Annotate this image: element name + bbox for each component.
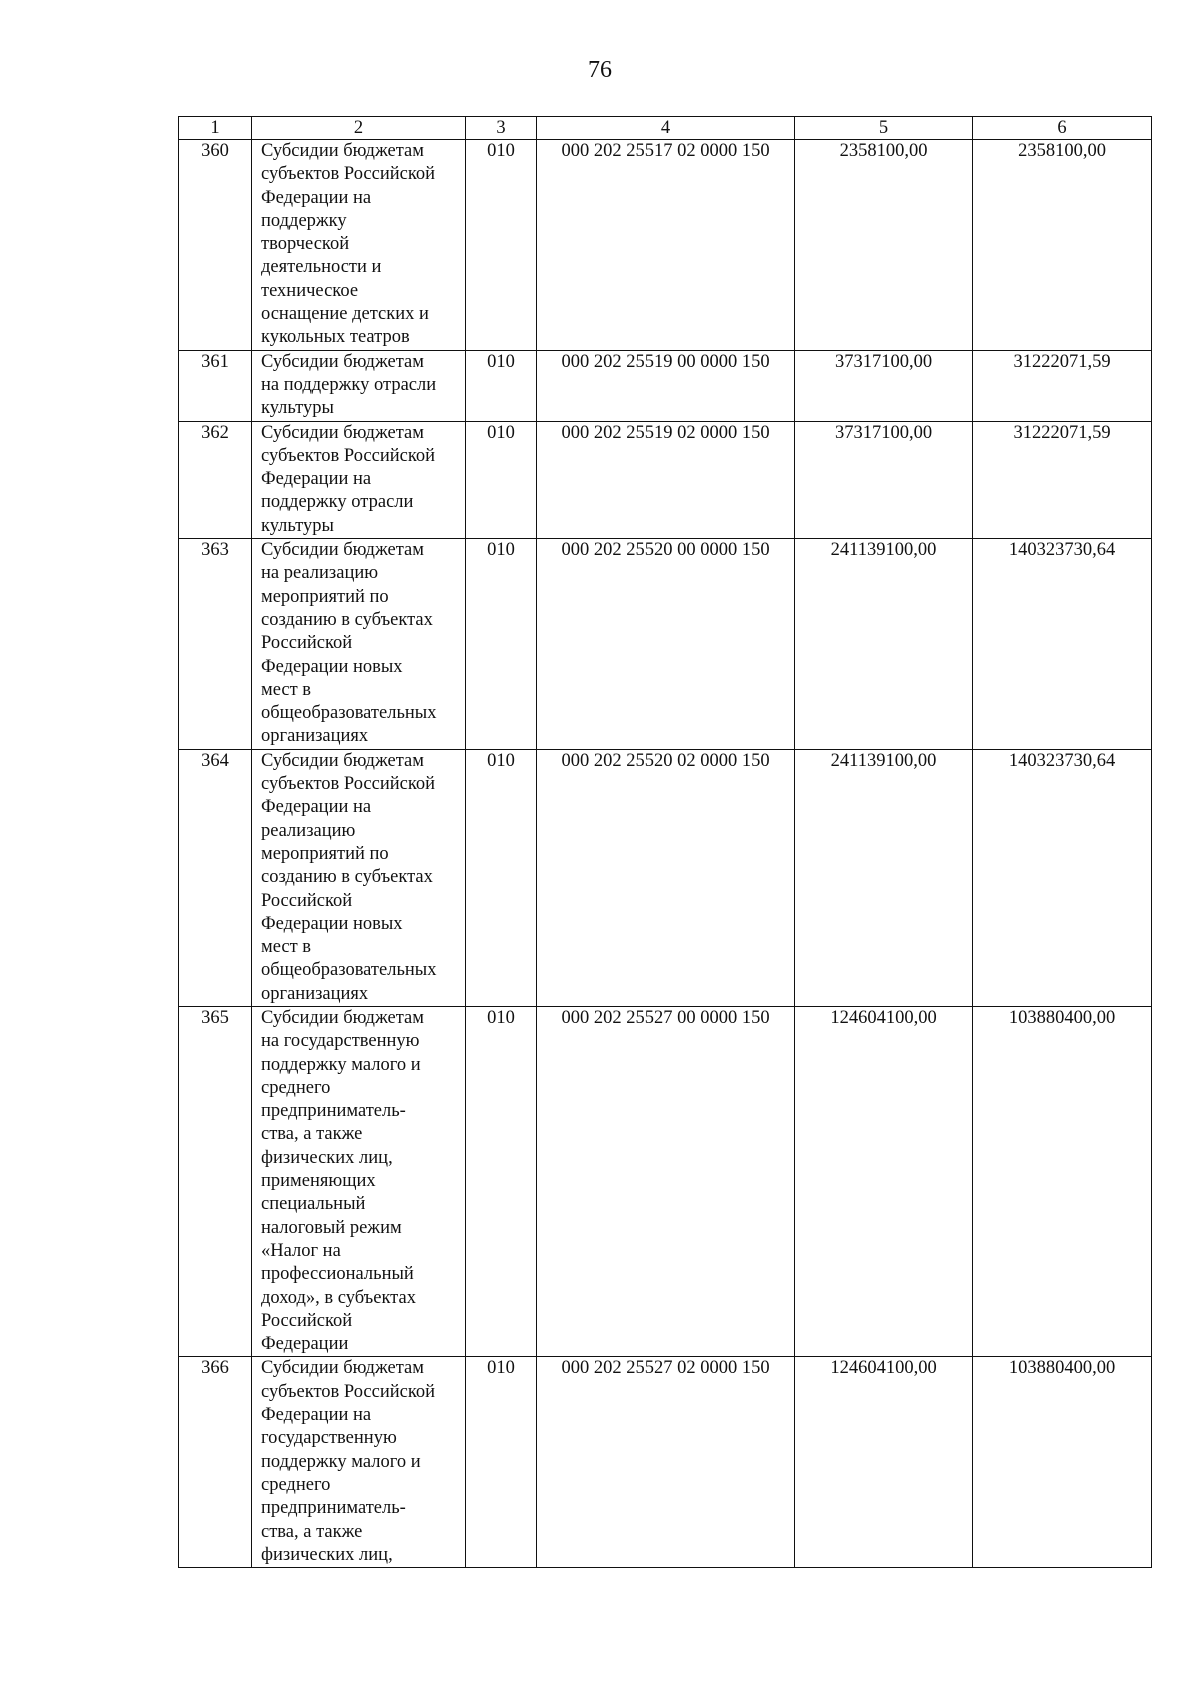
table-row xyxy=(179,140,1152,351)
description-line: техническое xyxy=(261,280,359,301)
description-line: Субсидии бюджетам xyxy=(261,750,424,771)
row-description xyxy=(252,749,466,1006)
admin-code: 010 xyxy=(466,421,537,538)
budget-classification-code: 000 202 25520 02 0000 150 xyxy=(537,749,795,1006)
budget-classification-code: 000 202 25517 02 0000 150 xyxy=(537,140,795,351)
budget-classification-code: 000 202 25527 00 0000 150 xyxy=(537,1006,795,1356)
description-line: Субсидии бюджетам xyxy=(261,1358,424,1379)
table-row xyxy=(179,350,1152,421)
description-line: Федерации новых xyxy=(261,913,403,934)
actual-amount: 31222071,59 xyxy=(973,350,1152,421)
description-line: мест в xyxy=(261,937,312,958)
description-line: субъектов Российской xyxy=(261,445,436,466)
description-line: среднего xyxy=(261,1077,331,1098)
description-line: Субсидии бюджетам xyxy=(261,422,424,443)
description-line: Субсидии бюджетам xyxy=(261,351,424,372)
description-line: созданию в субъектах xyxy=(261,867,433,888)
planned-amount: 241139100,00 xyxy=(795,539,973,750)
description-line: на реализацию xyxy=(261,563,379,584)
column-header-3: 3 xyxy=(466,117,537,140)
description-line: субъектов Российской xyxy=(261,774,436,795)
admin-code: 010 xyxy=(466,749,537,1006)
description-line: на государственную xyxy=(261,1031,420,1052)
budget-classification-code: 000 202 25519 02 0000 150 xyxy=(537,421,795,538)
budget-classification-code: 000 202 25519 00 0000 150 xyxy=(537,350,795,421)
description-line: физических лиц, xyxy=(261,1147,393,1168)
description-line: поддержку малого и xyxy=(261,1054,421,1075)
row-number: 361 xyxy=(179,350,252,421)
header-row xyxy=(179,117,1152,140)
planned-amount: 37317100,00 xyxy=(795,350,973,421)
column-header-4: 4 xyxy=(537,117,795,140)
actual-amount: 2358100,00 xyxy=(973,140,1152,351)
actual-amount: 103880400,00 xyxy=(973,1357,1152,1568)
table-row xyxy=(179,749,1152,1006)
description-line: мероприятий по xyxy=(261,586,389,607)
description-line: деятельности и xyxy=(261,257,382,278)
row-number: 363 xyxy=(179,539,252,750)
row-number: 362 xyxy=(179,421,252,538)
description-line: государственную xyxy=(261,1428,397,1449)
budget-classification-code: 000 202 25527 02 0000 150 xyxy=(537,1357,795,1568)
budget-classification-code: 000 202 25520 00 0000 150 xyxy=(537,539,795,750)
description-line: Российской xyxy=(261,1310,353,1331)
description-line: Субсидии бюджетам xyxy=(261,540,424,561)
column-header-6: 6 xyxy=(973,117,1152,140)
description-line: налоговый режим xyxy=(261,1217,402,1238)
column-header-1: 1 xyxy=(179,117,252,140)
actual-amount: 31222071,59 xyxy=(973,421,1152,538)
description-line: доход», в субъектах xyxy=(261,1287,416,1308)
description-line: мероприятий по xyxy=(261,843,389,864)
row-description xyxy=(252,539,466,750)
actual-amount: 140323730,64 xyxy=(973,749,1152,1006)
description-line: субъектов Российской xyxy=(261,164,436,185)
table-row xyxy=(179,1357,1152,1568)
planned-amount: 124604100,00 xyxy=(795,1006,973,1356)
description-line: поддержку отрасли xyxy=(261,492,414,513)
planned-amount: 37317100,00 xyxy=(795,421,973,538)
description-line: предприниматель- xyxy=(261,1101,406,1122)
description-line: на поддержку отрасли xyxy=(261,374,437,395)
description-line: Федерации на xyxy=(261,797,372,818)
row-number: 365 xyxy=(179,1006,252,1356)
description-line: общеобразовательных xyxy=(261,960,437,981)
row-number: 364 xyxy=(179,749,252,1006)
description-line: ства, а также xyxy=(261,1124,363,1145)
description-line: кукольных театров xyxy=(261,327,410,348)
description-line: физических лиц, xyxy=(261,1544,393,1565)
table-row xyxy=(179,1006,1152,1356)
description-line: реализацию xyxy=(261,820,356,841)
description-line: Федерации новых xyxy=(261,656,403,677)
description-line: предприниматель- xyxy=(261,1498,406,1519)
description-line: среднего xyxy=(261,1474,331,1495)
description-line: оснащение детских и xyxy=(261,304,429,325)
page-number: 76 xyxy=(588,57,612,83)
description-line: организациях xyxy=(261,726,369,747)
description-line: культуры xyxy=(261,398,334,419)
row-description xyxy=(252,421,466,538)
description-line: Субсидии бюджетам xyxy=(261,141,424,161)
description-line: субъектов Российской xyxy=(261,1381,436,1402)
description-line: творческой xyxy=(261,234,350,255)
planned-amount: 2358100,00 xyxy=(795,140,973,351)
description-line: «Налог на xyxy=(261,1240,341,1261)
description-line: применяющих xyxy=(261,1171,376,1192)
description-line: мест в xyxy=(261,679,312,700)
description-line: Федерации xyxy=(261,1334,349,1355)
admin-code: 010 xyxy=(466,1357,537,1568)
planned-amount: 124604100,00 xyxy=(795,1357,973,1568)
actual-amount: 103880400,00 xyxy=(973,1006,1152,1356)
description-line: общеобразовательных xyxy=(261,703,437,724)
budget-table xyxy=(178,116,1152,1568)
row-description xyxy=(252,350,466,421)
description-line: поддержку малого и xyxy=(261,1451,421,1472)
description-line: поддержку xyxy=(261,210,347,231)
description-line: организациях xyxy=(261,983,369,1004)
row-number: 366 xyxy=(179,1357,252,1568)
admin-code: 010 xyxy=(466,539,537,750)
description-line: Федерации на xyxy=(261,469,372,490)
row-description xyxy=(252,1006,466,1356)
actual-amount: 140323730,64 xyxy=(973,539,1152,750)
table-row xyxy=(179,539,1152,750)
description-line: ства, а также xyxy=(261,1521,363,1542)
description-line: Федерации на xyxy=(261,187,372,208)
column-header-5: 5 xyxy=(795,117,973,140)
admin-code: 010 xyxy=(466,350,537,421)
description-line: Федерации на xyxy=(261,1405,372,1426)
description-line: созданию в субъектах xyxy=(261,609,433,630)
description-line: Российской xyxy=(261,890,353,911)
row-description xyxy=(252,140,466,351)
description-line: профессиональный xyxy=(261,1264,414,1285)
column-header-2: 2 xyxy=(252,117,466,140)
admin-code: 010 xyxy=(466,140,537,351)
description-line: культуры xyxy=(261,515,334,536)
row-number: 360 xyxy=(179,140,252,351)
planned-amount: 241139100,00 xyxy=(795,749,973,1006)
admin-code: 010 xyxy=(466,1006,537,1356)
row-description xyxy=(252,1357,466,1568)
description-line: Субсидии бюджетам xyxy=(261,1007,424,1028)
table-row xyxy=(179,421,1152,538)
description-line: Российской xyxy=(261,633,353,654)
description-line: специальный xyxy=(261,1194,366,1215)
